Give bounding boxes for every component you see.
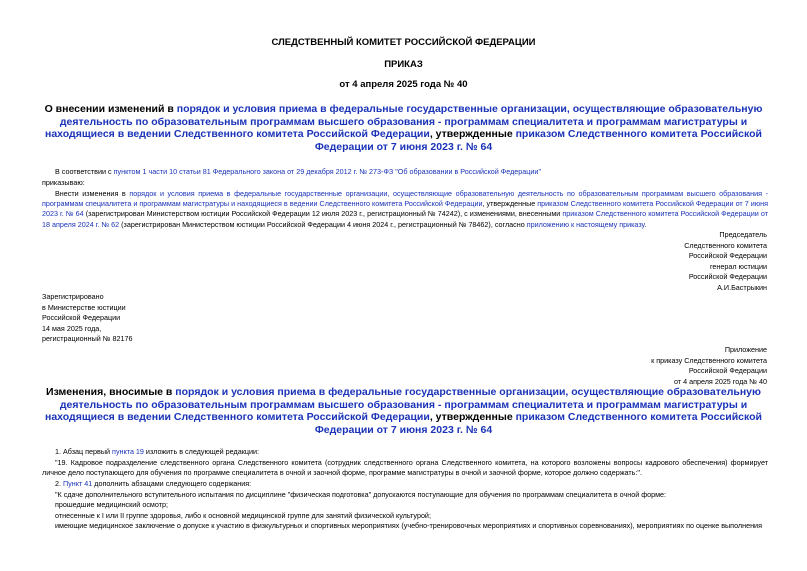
signature-line: Российской Федерации — [688, 251, 767, 260]
change-2-quote-line-2: прошедшие медицинский осмотр; — [55, 500, 168, 509]
change-1-quote: "19. Кадровое подразделение следственного органа Следственного комитета (сотрудник следственного органа Следственного комитета, на которого возложены вопросы кадрового обеспечения) формирует личное дело поступающего для обучения по программе специалитета в очной и заочной форме, программе магистратуры в очной и заочной форме, которое должно содержать:". — [42, 458, 768, 478]
appendix-line: от 4 апреля 2025 года № 40 — [673, 376, 767, 386]
title-text-2: , утвержденные — [429, 128, 516, 140]
changes-title-link-order[interactable]: приказом Следственного комитета Российской Федерации от 7 июня 2023 г. № 64 — [314, 411, 762, 436]
registration-line: Зарегистрировано — [42, 292, 104, 301]
document-type: ПРИКАЗ — [384, 59, 423, 70]
main-text-3: (зарегистрирован Министерством юстиции Российской Федерации 12 июля 2023 г., регистрационный № 74242), с изменениями, внесенными — [83, 209, 563, 219]
appendix-line: Российской Федерации — [688, 366, 767, 375]
document-date-number: от 4 апреля 2025 года № 40 — [339, 79, 468, 90]
signature-line: А.И.Бастрыкин — [717, 282, 767, 292]
registration-line: регистрационный № 82176 — [42, 334, 133, 343]
appendix-line: Приложение — [724, 345, 767, 354]
main-text-1: Внести изменения в — [55, 189, 130, 198]
change-item-2 — [55, 479, 251, 489]
main-text-4: (зарегистрирован Министерством юстиции Российской Федерации 4 июня 2024 г., регистрационный № 78462), согласно — [119, 219, 527, 229]
signature-line: Председатель — [719, 230, 767, 239]
changes-title-text-1: Изменения, вносимые в — [46, 386, 176, 398]
registration-block — [42, 292, 132, 345]
change-2-quote-line-1: "К сдаче дополнительного вступительного испытания по дисциплине "физическая подготовка" допускаются поступающие для обучения по программам специалитета в очной форме: — [55, 490, 667, 499]
main-link-appendix[interactable]: приложению к настоящему приказу — [526, 219, 645, 229]
change-1-text-2: изложить в следующей редакции: — [143, 447, 259, 456]
title-text-1: О внесении изменений в — [44, 103, 177, 115]
change-1-link[interactable]: пункта 19 — [112, 447, 144, 456]
appendix-line: к приказу Следственного комитета — [651, 355, 767, 365]
organization-name: СЛЕДСТВЕННЫЙ КОМИТЕТ РОССИЙСКОЙ ФЕДЕРАЦИИ — [271, 37, 536, 48]
changes-title-text-2: , утвержденные — [429, 411, 516, 423]
signature-line: Российской Федерации — [688, 272, 767, 281]
signature-line: генерал юстиции — [709, 261, 767, 271]
change-2-text-2: дополнить абзацами следующего содержания: — [92, 479, 252, 488]
main-text-2: , утвержденные — [482, 199, 538, 209]
change-2-text-1: 2. — [55, 479, 63, 488]
changes-title-link-procedure[interactable]: порядок и условия приема в федеральные государственные организации, осуществляющие образовательную деятельность по образовательным программам высшего образования - программам специалитета и программам магистратуры и находящиеся в ведении Следственного комитета Российской Федерации — [45, 386, 761, 423]
registration-line: Российской Федерации — [42, 313, 121, 322]
change-item-1 — [55, 447, 259, 457]
main-link-order-62[interactable]: приказом Следственного комитета Российской Федерации от 18 апреля 2024 г. № 62 — [42, 209, 768, 229]
preamble-text: В соответствии с — [55, 167, 114, 176]
main-text-5: . — [644, 219, 647, 229]
title-link-order[interactable]: приказом Следственного комитета Российской Федерации от 7 июня 2023 г. № 64 — [314, 128, 762, 153]
registration-line: 14 мая 2025 года, — [42, 323, 102, 333]
change-1-text-1: 1. Абзац первый — [55, 447, 113, 456]
preamble-line — [55, 167, 541, 177]
signature-block — [684, 230, 767, 293]
ordered-word: приказываю: — [42, 178, 85, 187]
change-2-link[interactable]: Пункт 41 — [63, 479, 93, 488]
registration-line: в Министерстве юстиции — [42, 302, 126, 312]
changes-title — [40, 386, 767, 436]
main-link-procedure[interactable]: порядок и условия приема в федеральные государственные организации, осуществляющие образовательную деятельность по образовательным программам высшего образования - программам специалитета и программам магистратуры и находящиеся в ведении Следственного комитета Российской Федерации — [42, 189, 768, 209]
appendix-reference — [651, 345, 767, 387]
main-link-order-64[interactable]: приказом Следственного комитета Российской Федерации от 7 июня 2023 г. № 64 — [42, 199, 768, 219]
change-2-quote-line-4: имеющие медицинское заключение о допуске к участию в физкультурных и спортивных мероприятиях (учебно-тренировочных мероприятиях и спортивных соревнованиях), мероприятиях по оценке выполнения — [55, 521, 762, 530]
main-paragraph — [42, 189, 768, 230]
preamble-law-link[interactable]: пунктом 1 части 10 статьи 81 Федерального закона от 29 декабря 2012 г. № 273-ФЗ "Об образовании в Российской Федерации" — [113, 167, 541, 176]
signature-line: Следственного комитета — [684, 240, 767, 250]
title-link-procedure[interactable]: порядок и условия приема в федеральные государственные организации, осуществляющие образовательную деятельность по образовательным программам высшего образования - программам специалитета и программам магистратуры и находящиеся в ведении Следственного комитета Российской Федерации — [45, 103, 763, 140]
document-title — [40, 103, 767, 153]
change-2-quote-line-3: отнесенные к I или II группе здоровья, либо к основной медицинской группе для занятий физической культурой; — [55, 511, 431, 520]
